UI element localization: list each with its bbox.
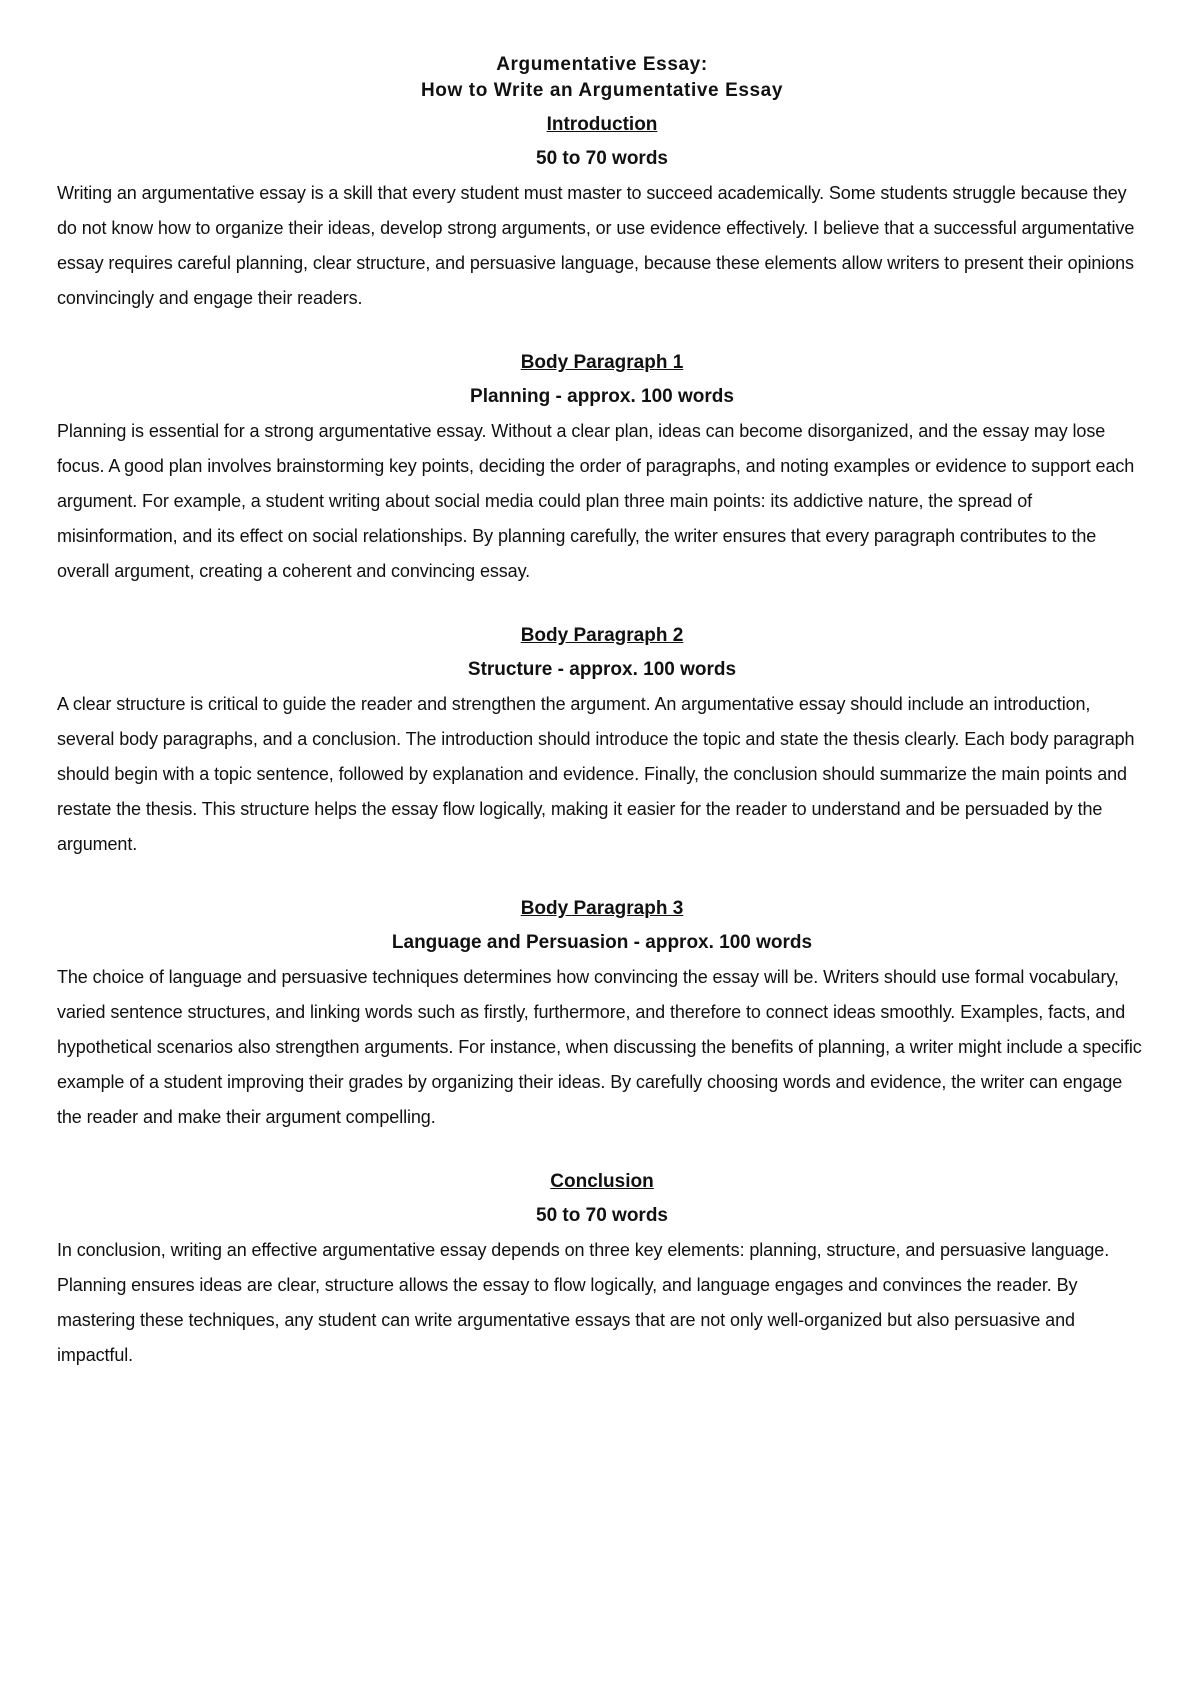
section-heading: Conclusion: [550, 1171, 654, 1192]
section-spacer: [57, 589, 1147, 623]
section-body: Planning is essential for a strong argumentative essay. Without a clear plan, ideas can become disorganized, and the essay may lose focus. A good plan involves brainstorming key points, deciding the order of paragraphs, and noting examples or evidence to support each argument. For example, a student writing about social media could plan three main points: its addictive nature, the spread of misinformation, and its effect on social relationships. By planning carefully, the writer ensures that every paragraph contributes to the overall argument, creating a coherent and convincing essay.: [57, 421, 1135, 581]
section-body: In conclusion, writing an effective argumentative essay depends on three key elements: planning, structure, and persuasive language. Planning ensures ideas are clear, structure allows the essay to flow logically, and language engages and convinces the reader. By mastering these techniques, any student can write argumentative essays that are not only well-organized but also persuasive and impactful.: [57, 1240, 1110, 1365]
section-subheading: 50 to 70 words: [536, 1205, 668, 1226]
section-heading: Body Paragraph 1: [520, 352, 684, 373]
section-body-paragraph-3: [57, 896, 1147, 1135]
section-body-paragraph-2: [57, 623, 1147, 862]
section-body-paragraph-1: [57, 350, 1147, 589]
section-subheading: Structure - approx. 100 words: [467, 659, 737, 680]
document-page: [57, 52, 1147, 1373]
title-line-2: How to Write an Argumentative Essay: [420, 80, 784, 101]
section-body: A clear structure is critical to guide the reader and strengthen the argument. An argumentative essay should include an introduction, several body paragraphs, and a conclusion. The introduction should introduce the topic and state the thesis clearly. Each body paragraph should begin with a topic sentence, followed by explanation and evidence. Finally, the conclusion should summarize the main points and restate the thesis. This structure helps the essay flow logically, making it easier for the reader to understand and be persuaded by the argument.: [57, 694, 1135, 854]
section-heading: Body Paragraph 2: [520, 625, 684, 646]
section-spacer: [57, 316, 1147, 350]
section-subheading: 50 to 70 words: [536, 148, 668, 169]
section-heading: Introduction: [546, 114, 658, 135]
section-heading: Body Paragraph 3: [520, 898, 684, 919]
section-body: The choice of language and persuasive techniques determines how convincing the essay will be. Writers should use formal vocabulary, varied sentence structures, and linking words such as firstly, furthermore, and therefore to connect ideas smoothly. Examples, facts, and hypothetical scenarios also strengthen arguments. For instance, when discussing the benefits of planning, a writer might include a specific example of a student improving their grades by organizing their ideas. By carefully choosing words and evidence, the writer can engage the reader and make their argument compelling.: [57, 967, 1142, 1127]
title-line-1: Argumentative Essay:: [496, 54, 708, 75]
section-conclusion: [57, 1169, 1147, 1373]
section-body: Writing an argumentative essay is a skill that every student must master to succeed academically. Some students struggle because they do not know how to organize their ideas, develop strong arguments, or use evidence effectively. I believe that a successful argumentative essay requires careful planning, clear structure, and persuasive language, because these elements allow writers to present their opinions convincingly and engage their readers.: [57, 183, 1135, 308]
section-spacer: [57, 862, 1147, 896]
section-introduction: [57, 112, 1147, 316]
document-title: [57, 52, 1147, 104]
section-subheading: Language and Persuasion - approx. 100 words: [391, 932, 813, 953]
section-subheading: Planning - approx. 100 words: [470, 386, 734, 407]
section-spacer: [57, 1135, 1147, 1169]
